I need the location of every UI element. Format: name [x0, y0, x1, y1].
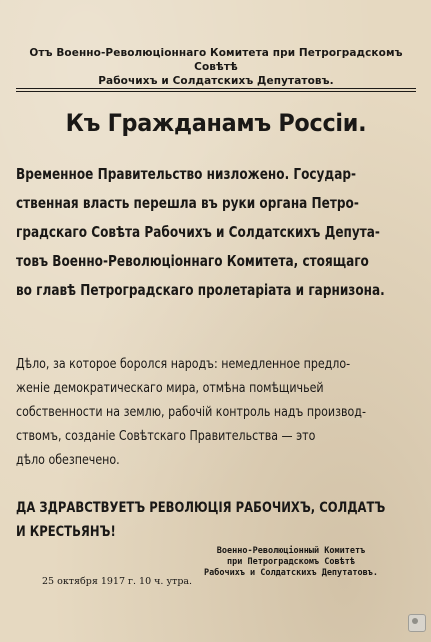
- leaflet-title: Къ Гражданамъ Россіи.: [65, 109, 367, 137]
- paragraph-line: товъ Военно-Революціоннаго Комитета, стоящаго: [16, 252, 369, 270]
- paragraph-slogan: [16, 496, 418, 544]
- header-divider: [16, 88, 416, 89]
- paragraph-cause: [16, 352, 418, 472]
- paragraph-line: ствомъ, созданіе Совѣтскаго Правительства — это: [16, 428, 316, 444]
- paragraph-line: собственности на землю, рабочій контроль надъ производ-: [16, 404, 366, 420]
- paragraph-line: ДА ЗДРАВСТВУЕТЪ РЕВОЛЮЦІЯ РАБОЧИХЪ, СОЛДАТЪ: [16, 500, 386, 516]
- paragraph-line: Временное Правительство низложено. Государ-: [16, 165, 357, 183]
- paragraph-line: Дѣло, за которое боролся народъ: немедленное предло-: [16, 356, 351, 372]
- header-divider-thin: [16, 91, 416, 92]
- signature-line-1: Военно-Революціонный Комитетъ: [216, 546, 366, 556]
- paragraph-announcement: [16, 160, 418, 305]
- signature-line-3: Рабочихъ и Солдатскихъ Депутатовъ.: [204, 568, 378, 578]
- archive-stamp-icon: [408, 614, 426, 632]
- signature-block: [166, 546, 416, 579]
- paragraph-line: женіе демократическаго мира, отмѣна помѣщичьей: [16, 380, 324, 396]
- paragraph-line: дѣло обезпечено.: [16, 452, 120, 468]
- leaflet-header: [16, 46, 416, 88]
- issue-date: 25 октября 1917 г. 10 ч. утра.: [42, 576, 193, 587]
- paragraph-line: И КРЕСТЬЯНЪ!: [16, 524, 116, 540]
- signature-line-2: при Петроградскомъ Совѣтѣ: [227, 557, 355, 567]
- header-line-1: Отъ Военно-Революціоннаго Комитета при Петроградскомъ Совѣтѣ: [29, 47, 403, 73]
- header-line-2: Рабочихъ и Солдатскихъ Депутатовъ.: [98, 75, 334, 87]
- paragraph-line: во главѣ Петроградскаго пролетаріата и гарнизона.: [16, 281, 385, 299]
- paragraph-line: градскаго Совѣта Рабочихъ и Солдатскихъ Депута-: [16, 223, 380, 241]
- paragraph-line: ственная власть перешла въ руки органа Петро-: [16, 194, 359, 212]
